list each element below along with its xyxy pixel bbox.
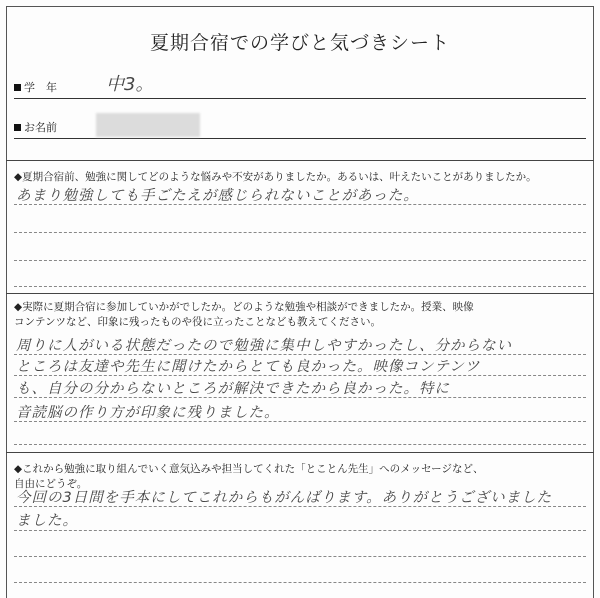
- writing-line: [14, 397, 586, 398]
- name-label: お名前: [24, 121, 57, 134]
- square-bullet-icon: [14, 84, 21, 91]
- answer-2-line-4: 音読脳の作り方が印象に残りました。: [16, 405, 280, 421]
- grade-row: [14, 72, 586, 99]
- answer-1-line-1: あまり勉強しても手ごたえが感じられないことがあった。: [16, 188, 419, 204]
- section-divider: [6, 293, 594, 294]
- answer-2-line-2: ところは友達や先生に聞けたからとても良かった。映像コンテンツ: [16, 359, 481, 375]
- question-3-line-1: ◆これから勉強に取り組んでいく意気込みや担当してくれた「とことん先生」へのメッセージなど、: [14, 463, 484, 475]
- answer-3-line-1: 今回の3日間を手本にしてこれからもがんばります。ありがとうございました: [16, 490, 553, 506]
- answer-3-line-2: ました。: [16, 513, 78, 529]
- question-1: ◆夏期合宿前、勉強に関してどのような悩みや不安がありましたか。あるいは、叶えたいことがありましたか。: [14, 171, 537, 183]
- writing-line: [14, 444, 586, 445]
- writing-line: [14, 421, 586, 422]
- writing-line: [14, 204, 586, 205]
- question-3-line-2: 自由にどうぞ。: [14, 478, 88, 490]
- question-2-line-1: ◆実際に夏期合宿に参加していかがでしたか。どのような勉強や相談ができましたか。授業、映像: [14, 301, 474, 313]
- grade-value: 中3。: [106, 74, 154, 95]
- sheet-title: 夏期合宿での学びと気づきシート: [149, 32, 450, 54]
- writing-line: [14, 582, 586, 583]
- name-row: [14, 112, 586, 139]
- square-bullet-icon: [14, 124, 21, 131]
- question-2-line-2: コンテンツなど、印象に残ったものや役に立ったことなども教えてください。: [14, 316, 381, 328]
- answer-2-line-1: 周りに人がいる状態だったので勉強に集中しやすかったし、分からない: [16, 338, 512, 354]
- answer-2-line-3: も、自分の分からないところが解決できたから良かった。特に: [16, 381, 450, 397]
- section-divider: [6, 160, 594, 161]
- writing-line: [14, 530, 586, 531]
- writing-line: [14, 232, 586, 233]
- writing-line: [14, 260, 586, 261]
- name-label-wrap: [14, 119, 57, 135]
- writing-line: [14, 375, 586, 376]
- writing-line: [14, 506, 586, 507]
- redacted-name: [96, 113, 200, 137]
- grade-label-wrap: [14, 79, 57, 95]
- section-divider: [6, 452, 594, 453]
- writing-line: [14, 286, 586, 287]
- writing-line: [14, 556, 586, 557]
- grade-label: 学 年: [24, 81, 57, 94]
